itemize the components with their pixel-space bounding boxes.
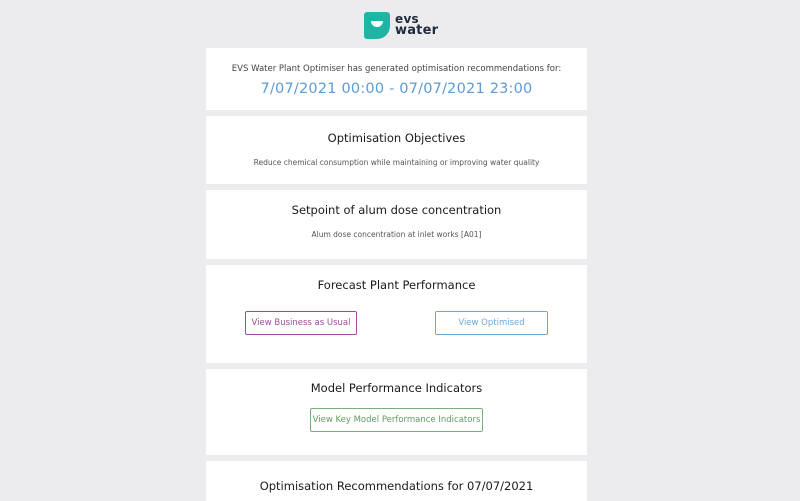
objectives-card bbox=[206, 116, 587, 184]
setpoint-title: Setpoint of alum dose concentration bbox=[291, 203, 502, 217]
model-performance-title: Model Performance Indicators bbox=[310, 381, 483, 395]
logo-wordmark bbox=[395, 13, 438, 37]
logo-line-2: water bbox=[395, 23, 439, 38]
evs-logo-icon bbox=[364, 12, 390, 39]
forecast-title: Forecast Plant Performance bbox=[317, 278, 476, 292]
header-card bbox=[206, 48, 587, 110]
objectives-text: Reduce chemical consumption while maintaining or improving water quality bbox=[253, 158, 540, 167]
recommendations-title: Optimisation Recommendations for 07/07/2021 bbox=[259, 479, 534, 493]
date-range: 7/07/2021 00:00 - 07/07/2021 23:00 bbox=[260, 81, 533, 97]
forecast-card bbox=[206, 265, 587, 363]
intro-text: EVS Water Plant Optimiser has generated optimisation recommendations for: bbox=[231, 64, 562, 74]
logo-line-1: evs bbox=[395, 12, 420, 26]
view-kpi-button[interactable]: View Key Model Performance Indicators bbox=[310, 408, 483, 432]
model-performance-card bbox=[206, 369, 587, 455]
setpoint-text: Alum dose concentration at inlet works [A01] bbox=[311, 230, 482, 239]
view-business-as-usual-button[interactable]: View Business as Usual bbox=[245, 311, 357, 335]
evs-water-logo bbox=[364, 11, 438, 39]
recommendations-card bbox=[206, 461, 587, 501]
setpoint-card bbox=[206, 190, 587, 259]
objectives-title: Optimisation Objectives bbox=[327, 131, 466, 145]
view-optimised-button[interactable]: View Optimised bbox=[435, 311, 548, 335]
